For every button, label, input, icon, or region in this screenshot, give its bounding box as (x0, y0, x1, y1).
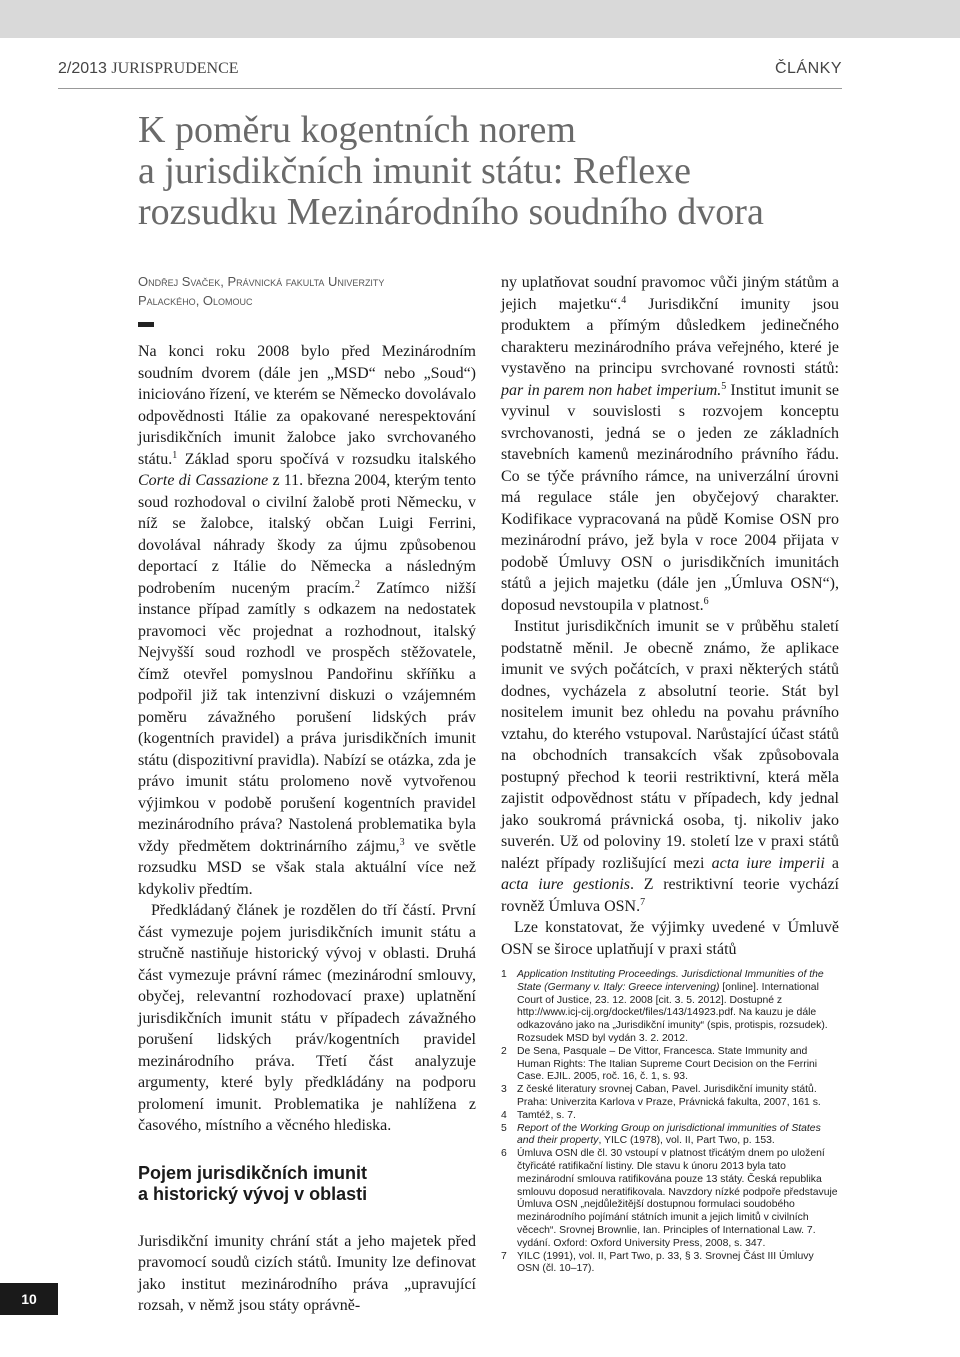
footnote (501, 1251, 839, 1277)
footnote-text (517, 1110, 839, 1123)
history-paragraph (501, 616, 839, 917)
heading-line: a historický vývoj v oblasti (138, 1183, 368, 1204)
author-separator (138, 322, 154, 327)
text-run: Základ sporu spočívá v rozsudku italského (177, 450, 476, 468)
footnote-body: Tamtéž, s. 7. (517, 1109, 576, 1121)
footnote-body: YILC (1991), vol. II, Part Two, p. 33, § 3. Srovnej Část III Úmluvy OSN (čl. 10–17). (517, 1250, 814, 1275)
footnote-body: Úmluva OSN dle čl. 30 vstoupí v platnost třicátým dnem po uložení čtyřicáté ratifikační listiny. Dle stavu k únoru 2013 byla tato mezinárodní smlouva ratifikována pouze 13 státy. Česká republika smlouvu doposud neratifikovala. Navzdory nízké podpoře představuje Úmluva OSN „nejdůležitější dostupnou formulaci soudobého mezinárodního pojímání státních imunit a jejich limitů v civilních věcech“. Srovnej Brownlie, Ian. Principles of International Law. 7. vydání. Oxford: Oxford University Press, 2008, s. 347. (517, 1148, 838, 1249)
intro-paragraph (138, 341, 476, 900)
footnote-body: De Sena, Pasquale – De Vittor, Francesca. State Immunity and Human Rights: The Italian Supreme Court Decision on the Ferrini Case. EJIL. 2005, roč. 16, č. 1, s. 93. (517, 1045, 818, 1083)
footnote-ref[interactable]: 4 (621, 294, 627, 306)
title-line: rozsudku Mezinárodního soudního dvora (138, 191, 764, 233)
footnote-ref[interactable]: 7 (640, 896, 646, 908)
footnote-number: 3 (501, 1084, 507, 1096)
footnote-ref[interactable]: 1 (172, 449, 178, 461)
footnote-body: [online]. International Court of Justice, 23. 12. 2008 [cit. 3. 5. 2012]. Dostupné z http://www.icj-cij.org/docket/files/143/14923.pdf. Na kauzu je dále odkazováno jako na „Jurisdikční imunity“ (spis, protispis, rozsudek). Rozsudek MSD byl vydán 3. 2. 2012. (517, 981, 828, 1044)
footnote-ref[interactable]: 6 (703, 595, 709, 607)
article-title (138, 110, 858, 233)
footnote-ref[interactable]: 3 (399, 836, 405, 848)
footnote-number: 1 (501, 969, 507, 980)
section-label: ČLÁNKY (774, 60, 842, 77)
italic-run: acta iure gestionis (501, 876, 631, 893)
header-divider (58, 88, 842, 89)
conclusion-paragraph: Lze konstatovat, že výjimky uvedené v Úmluvě OSN se široce uplatňují v praxi států (501, 919, 839, 958)
footnote-number: 6 (501, 1148, 507, 1160)
structure-paragraph: Předkládaný článek je rozdělen do tří částí. První část vymezuje pojem jurisdikčních imunit státu a stručně nastiňuje historický vývoj v oblasti. Druhá část vymezuje právní rámec (mezinárodní smlouvy, obyčej, relevantní rozhodovací praxe) uplatnění jurisdikčních imunit státu v případech závažného porušení lidských práv/kogentních pravidel mezinárodního práva. Třetí část analyzuje argumenty, které byly předkládány na podporu prolomení imunit. Problematika je nahlížena z časového, místního a věcného hlediska. (138, 902, 476, 1134)
footnote-ref[interactable]: 5 (721, 380, 727, 392)
text-run: Institut jurisdikčních imunit se v průběhu staletí podstatně měnil. Je obecně známo, že aplikace imunit ve svých počátcích, v praxi některých států dodnes, vycházela z absolutní teorie. Stát byl nositelem imunit bez ohledu na povahu právního vztahu, do kterého vstupoval. Narůstající účast států na obchodních transakcích však způsobovala postupný přechod k teorii restriktivní, která měla zajistit odpovědnost státu v případech, kdy jednal jako soukromá právnická osoba, tj. nikoliv jako suverén. Už od poloviny 19. století lze v praxi států nalézt případy rozlišující mezi (501, 618, 839, 872)
journal-name: JURISPRUDENCE (111, 60, 239, 77)
footnote (501, 1148, 839, 1250)
footnote (501, 969, 839, 1046)
section-heading (138, 1163, 476, 1205)
text-run: ve světle rozsudku MSD se však stala aktuální více než kdykoliv předtím. (138, 837, 477, 898)
footnote (501, 1046, 839, 1084)
page-number: 10 (0, 1283, 58, 1315)
text-run: ny uplatňovat soudní pravomoc vůči jiným státům a jejich majetku“. (501, 274, 839, 313)
text-run: Institut imunit se vyvinul v souvislosti s rozvojem konceptu svrchovanosti, jedná se o jeden ze základních stavebních kamenů mezinárodního právního řádu. Co se týče právního rámce, na univerzální úrovni má regulace stále jen obyčejový charakter. Kodifikace vypracovaná na půdě Komise OSN pro mezinárodní právo, jež byla v roce 2004 přijata v podobě Úmluvy OSN o jurisdikčních imunitách států a jejich majetku (dále jen „Úmluva OSN“), doposud nevstoupila v platnost. (501, 381, 839, 614)
footnote-ref[interactable]: 2 (354, 578, 360, 590)
left-column (138, 272, 476, 1317)
italic-run: acta iure imperii (711, 854, 825, 872)
text-run: Zatímco nižší instance případ zamítly s odkazem na nedostatek pravomoci věc projednat a rozhodnout, italský Nejvyšší soud rozhodl ve prospěch stěžovatele, čímž otevřel pomyslnou Pandořinu skříňku a podpořil již tak intenzivní diskuzi o vzájemném poměru závažného porušení lidských práv (kogentních pravidel) a práva jurisdikčních imunit státu (dispozitivní pravidla). Nabízí se otázka, zda je právo imunit státu prolomeno nově vytvořenou výjimkou v podobě porušení kogentních pravidel mezinárodního práva? Nastolená problematika byla vždy předmětem doktrinárního zájmu, (138, 579, 477, 855)
text-run: a (824, 854, 839, 872)
footnote-number: 5 (501, 1122, 507, 1134)
text-run: z 11. března 2004, kterým tento soud rozhodoval o civilní žalobě proti Německu, v níž se žalobce, italský občan Luigi Ferrini, dovolával náhrady škody za újmu způsobenou deportací z Itálie do Německa a následným podrobením nuceným pracím. (138, 472, 476, 597)
footnote-italic: Report of the Working Group on jurisdictional immunities of States and their property (517, 1122, 821, 1147)
footnote-text (517, 1046, 839, 1084)
section-paragraph: Jurisdikční imunity chrání stát a jeho majetek před pravomocí soudů cizích států. Imunity lze definovat jako institut mezinárodního práva „upravující rozsah, v němž jsou státy oprávně- (138, 1232, 476, 1314)
continued-paragraph (501, 272, 839, 616)
footnote-body: , YILC (1978), vol. II, Part Two, p. 153. (598, 1135, 775, 1147)
footnote-text (517, 1251, 839, 1277)
footnote-text (517, 969, 839, 1046)
footnote-number: 2 (501, 1045, 507, 1057)
top-bar (0, 0, 960, 38)
footnote-number: 7 (501, 1250, 507, 1262)
footnote (501, 1110, 839, 1123)
footnote-body: Z české literatury srovnej Caban, Pavel. Jurisdikční imunity států. Praha: Univerzita Karlova v Praze, Právnická fakulta, 2007, 161 s. (517, 1084, 821, 1108)
heading-line: Pojem jurisdikčních imunit (138, 1162, 368, 1183)
footnote-italic: Application Instituting Proceedings. Jurisdictional Immunities of the State (Germany v. Italy: Greece intervening) (517, 969, 824, 993)
footnote-text (517, 1084, 839, 1110)
footnotes (501, 969, 839, 1276)
footnote (501, 1123, 839, 1149)
italic-run: par in parem non habet imperium. (501, 381, 722, 399)
author-line: Ondřej Svaček, Právnická fakulta Univerzity (138, 274, 385, 289)
running-header-left (58, 60, 239, 78)
italic-run: Corte di Cassazione (138, 472, 269, 489)
issue-number: 2/2013 (58, 60, 107, 77)
footnote (501, 1084, 839, 1110)
title-line: K poměru kogentních norem (138, 109, 576, 151)
text-run: Na konci roku 2008 bylo před Mezinárodním soudním dvorem (dále jen „MSD“ nebo „Soud“) iniciováno řízení, ve kterém se Německo dovolávalo odpovědnosti Itálie za opakované nerespektování jurisdikčních imunit žalobce jako svrchovaného státu. (138, 343, 476, 468)
text-run: Jurisdikční imunity jsou produktem a přímým důsledkem jedinečného charakteru mezinárodního práva veřejného, které je vystavěno na principu svrchované rovnosti států: (501, 295, 839, 377)
right-column (501, 272, 839, 960)
footnote-text (517, 1123, 839, 1149)
text-run: . Z restriktivní teorie vychází rovněž Úmluva OSN. (501, 876, 839, 915)
footnote-text (517, 1148, 839, 1250)
title-line: a jurisdikčních imunit státu: Reflexe (138, 150, 691, 192)
author-line: Palackého, Olomouc (138, 293, 253, 308)
author-affiliation (138, 272, 476, 310)
footnote-number: 4 (501, 1109, 507, 1121)
